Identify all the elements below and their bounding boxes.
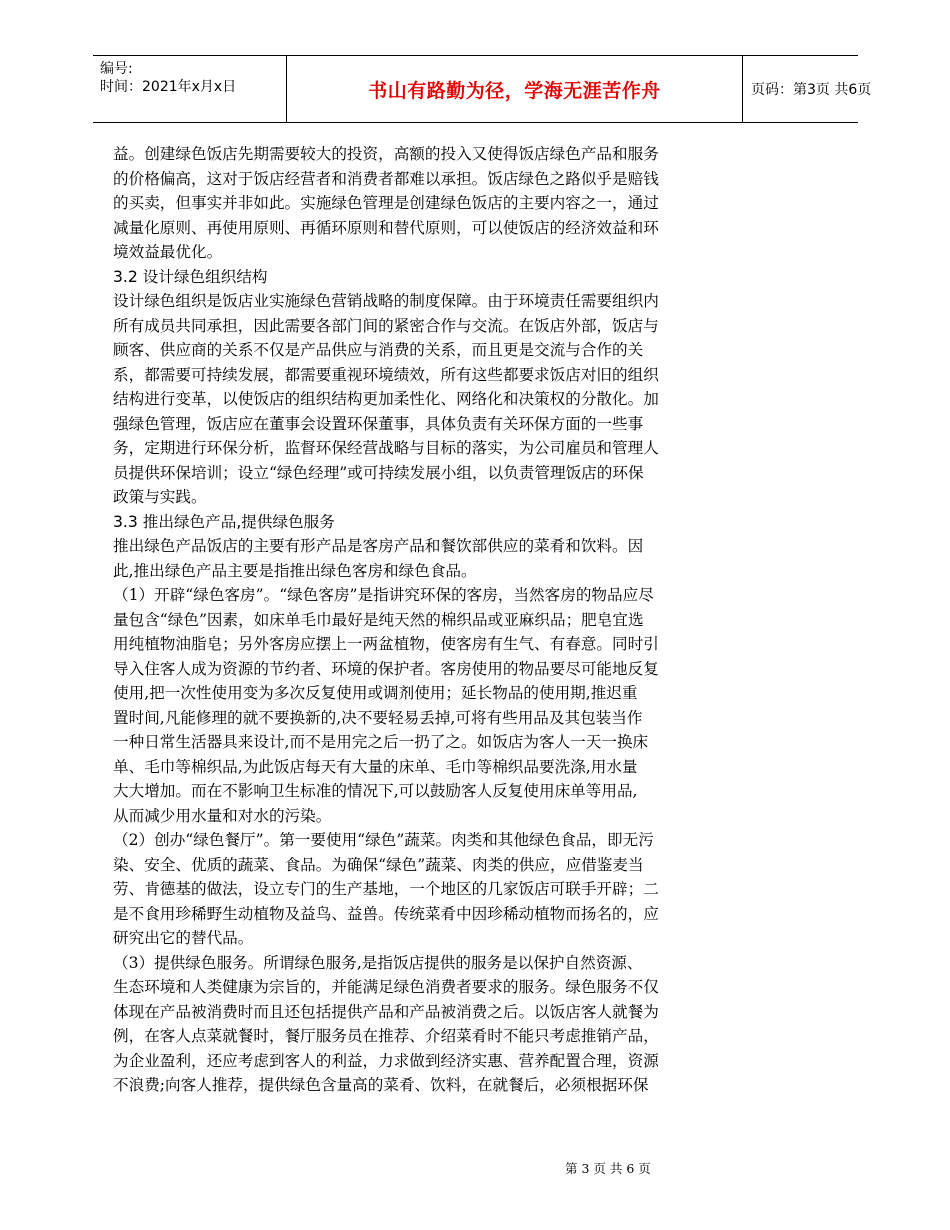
- body-line: 设计绿色组织是饭店业实施绿色营销战略的制度保障。由于环境责任需要组织内: [113, 292, 659, 310]
- body-line: 研究出它的替代品。: [113, 929, 254, 947]
- body-line: 的价格偏高，这对于饭店经营者和消费者都难以承担。饭店绿色之路似乎是赔钱: [113, 169, 659, 188]
- body-line: 体现在产品被消费时而且还包括提供产品和产品被消费之后。以饭店客人就餐为: [113, 1002, 659, 1021]
- body-line: 使用,把一次性使用变为多次反复使用或调剂使用；延长物品的使用期,推迟重: [113, 684, 638, 702]
- section-heading-3-3: 3.3 推出绿色产品,提供绿色服务: [113, 512, 335, 531]
- header-meta: [93, 56, 286, 122]
- body-line: 例，在客人点菜就餐时，餐厅服务员在推荐、介绍菜肴时不能只考虑推销产品，: [113, 1027, 659, 1045]
- body-line: 所有成员共同承担，因此需要各部门间的紧密合作与交流。在饭店外部，饭店与: [113, 316, 659, 335]
- body-line: 导入住客人成为资源的节约者、环境的保护者。客房使用的物品要尽可能地反复: [113, 659, 659, 678]
- body-line: 结构进行变革，以使饭店的组织结构更加柔性化、网络化和决策权的分散化。加: [113, 390, 659, 408]
- body-line: 量包含“绿色”因素，如床单毛巾最好是纯天然的棉织品或亚麻织品；肥皂宜选: [113, 610, 644, 629]
- body-line: 政策与实践。: [113, 488, 207, 506]
- body-line: 减量化原则、再使用原则、再循环原则和替代原则，可以使饭店的经济效益和环: [113, 218, 659, 237]
- section-heading-3-2: 3.2 设计绿色组织结构: [113, 267, 268, 286]
- body-line: （2）创办“绿色餐厅”。第一要使用“绿色”蔬菜。肉类和其他绿色食品，即无污: [113, 831, 654, 849]
- body-line: 推出绿色产品饭店的主要有形产品是客房产品和餐饮部供应的菜肴和饮料。因: [113, 537, 644, 555]
- body-line: 为企业盈利，还应考虑到客人的利益，力求做到经济实惠、营养配置合理，资源: [113, 1051, 659, 1070]
- body-line: 大大增加。而在不影响卫生标准的情况下,可以鼓励客人反复使用床单等用品,: [113, 782, 638, 800]
- body-line: 生态环境和人类健康为宗旨的，并能满足绿色消费者要求的服务。绿色服务不仅: [113, 978, 659, 996]
- body-line: 系，都需要可持续发展，都需要重视环境绩效，所有这些都要求饭店对旧的组织: [113, 365, 659, 384]
- body-line: 染、安全、优质的蔬菜、食品。为确保“绿色”蔬菜、肉类的供应，应借鉴麦当: [113, 855, 644, 874]
- body-line: 单、毛巾等棉织品,为此饭店每天有大量的床单、毛巾等棉织品要洗涤,用水量: [113, 757, 638, 776]
- body-line: 益。创建绿色饭店先期需要较大的投资，高额的投入又使得饭店绿色产品和服务: [113, 145, 659, 163]
- document-body: [113, 142, 773, 1098]
- body-line: 员提供环保培训；设立“绿色经理”或可持续发展小组，以负责管理饭店的环保: [113, 463, 644, 482]
- number-label: 编号:: [100, 61, 133, 77]
- body-line: 置时间,凡能修理的就不要换新的,决不要轻易丢掉,可将有些用品及其包装当作: [113, 708, 643, 727]
- motto-text: 书山有路勤为径，学海无涯苦作舟: [368, 79, 661, 102]
- body-line: 境效益最优化。: [113, 243, 223, 261]
- body-line: 劳、肯德基的做法，设立专门的生产基地，一个地区的几家饭店可联手开辟；二: [113, 880, 659, 898]
- body-line: 从而减少用水量和对水的污染。: [113, 806, 332, 825]
- body-line: 务，定期进行环保分析，监督环保经营战略与目标的落实，为公司雇员和管理人: [113, 439, 659, 457]
- body-line: 强绿色管理，饭店应在董事会设置环保董事，具体负责有关环保方面的一些事: [113, 414, 644, 433]
- header-motto-cell: [286, 56, 743, 122]
- body-line: 是不食用珍稀野生动植物及益鸟、益兽。传统菜肴中因珍稀动植物而扬名的，应: [113, 904, 659, 923]
- body-line: 一种日常生活器具来设计,而不是用完之后一扔了之。如饭店为客人一天一换床: [113, 733, 649, 751]
- body-line: （1）开辟“绿色客房”。“绿色客房”是指讲究环保的客房，当然客房的物品应尽: [113, 586, 654, 604]
- page-info: 页码：第3页 共6页: [751, 82, 872, 98]
- body-line: 的买卖，但事实并非如此。实施绿色管理是创建绿色饭店的主要内容之一，通过: [113, 194, 659, 212]
- body-line: （3）提供绿色服务。所谓绿色服务,是指饭店提供的服务是以保护自然资源、: [113, 953, 643, 972]
- page-footer: 第 3 页 共 6 页: [565, 1161, 651, 1176]
- page-header: [93, 55, 872, 123]
- body-line: 用纯植物油脂皂；另外客房应摆上一两盆植物，使客房有生气、有春意。同时引: [113, 635, 659, 653]
- body-line: 顾客、供应商的关系不仅是产品供应与消费的关系，而且更是交流与合作的关: [113, 341, 644, 359]
- header-page-cell: [741, 56, 872, 122]
- body-line: 此,推出绿色产品主要是指推出绿色客房和绿色食品。: [113, 561, 477, 580]
- time-label: 时间：2021年x月x日: [100, 79, 237, 95]
- body-line: 不浪费;向客人推荐，提供绿色含量高的菜肴、饮料，在就餐后，必须根据环保: [113, 1076, 649, 1094]
